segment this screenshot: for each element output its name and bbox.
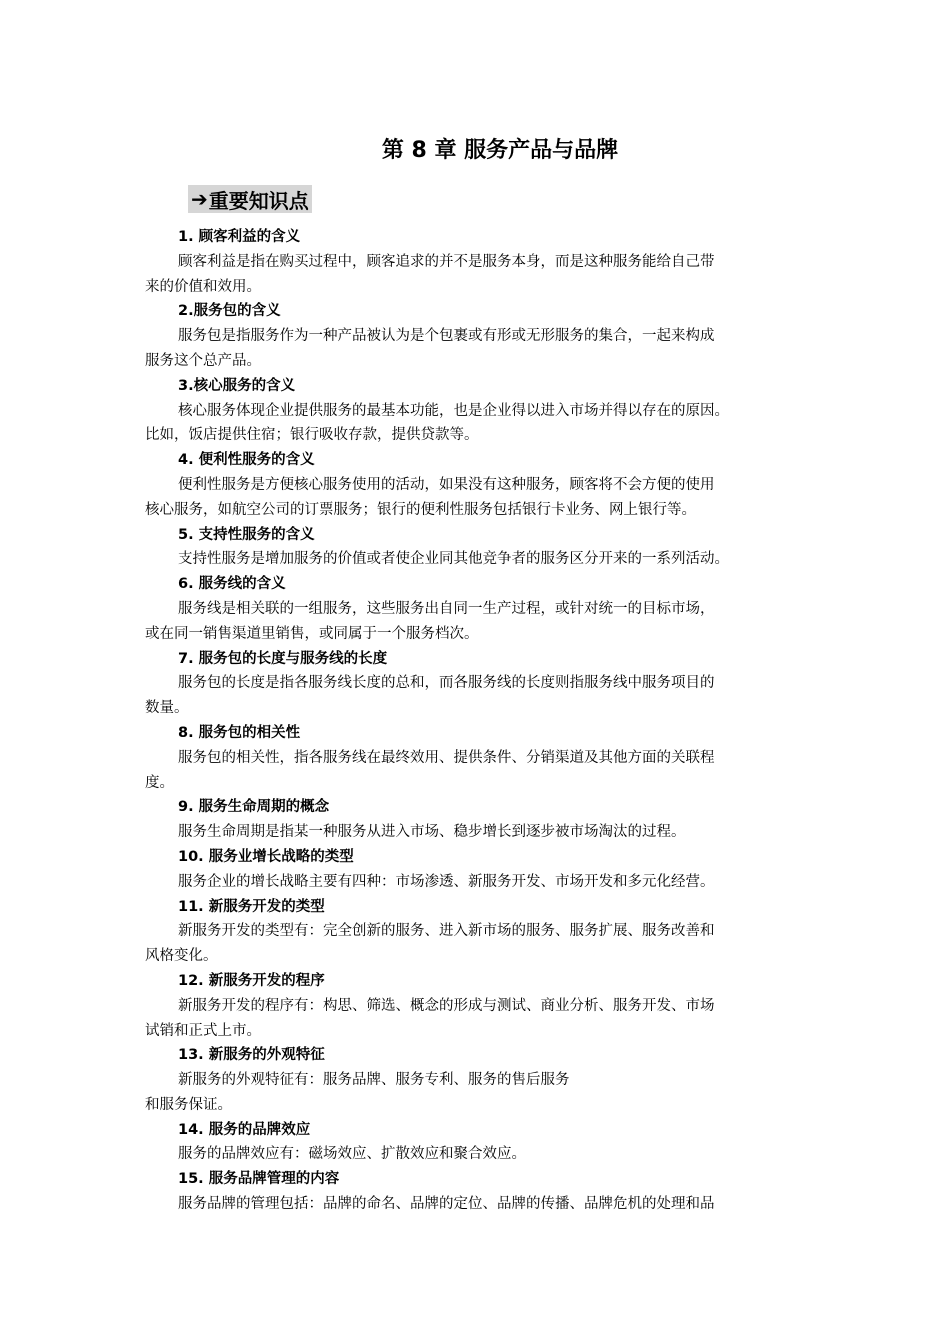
knowledge-point: [145, 374, 810, 448]
text-line: 试销和正式上市。: [145, 1022, 261, 1039]
knowledge-point-text: [145, 324, 810, 374]
knowledge-point-text: [145, 994, 810, 1044]
text-line: 核心服务，如航空公司的订票服务；银行的便利性服务包括银行卡业务、网上银行等。: [145, 501, 696, 518]
arrow-right-icon: ➔: [191, 187, 208, 211]
knowledge-point-text: [145, 870, 810, 895]
knowledge-point-heading: 12. 新服务开发的程序: [178, 972, 325, 989]
text-line: 风格变化。: [145, 948, 218, 965]
key-points-header: [188, 185, 312, 213]
knowledge-point-heading: 8. 服务包的相关性: [178, 724, 301, 741]
text-line: 支持性服务是增加服务的价值或者使企业同其他竞争者的服务区分开来的一系列活动。: [178, 551, 729, 568]
text-line: 数量。: [145, 700, 189, 717]
text-line: 新服务开发的类型有：完全创新的服务、进入新市场的服务、服务扩展、服务改善和: [178, 923, 715, 940]
knowledge-point-heading: 14. 服务的品牌效应: [178, 1121, 311, 1138]
knowledge-point-text: [145, 547, 810, 572]
text-line: 和服务保证。: [145, 1096, 232, 1113]
knowledge-point-text: [145, 1142, 810, 1167]
text-line: 便利性服务是方便核心服务使用的活动，如果没有这种服务，顾客将不会方便的使用: [178, 476, 715, 493]
knowledge-point-text: [145, 1068, 810, 1118]
knowledge-point: [145, 895, 810, 969]
knowledge-point: [145, 1167, 810, 1217]
text-line: 核心服务体现企业提供服务的最基本功能，也是企业得以进入市场并得以存在的原因。: [178, 402, 729, 419]
knowledge-point-text: [145, 250, 810, 300]
knowledge-point: [145, 721, 810, 795]
text-line: 新服务开发的程序有：构思、筛选、概念的形成与测试、商业分析、服务开发、市场: [178, 997, 715, 1014]
text-line: 服务包的相关性，指各服务线在最终效用、提供条件、分销渠道及其他方面的关联程: [178, 749, 715, 766]
knowledge-point-text: [145, 820, 810, 845]
text-line: 服务品牌的管理包括：品牌的命名、品牌的定位、品牌的传播、品牌危机的处理和品: [178, 1196, 715, 1213]
text-line: 服务企业的增长战略主要有四种：市场渗透、新服务开发、市场开发和多元化经营。: [178, 873, 715, 890]
knowledge-point: [145, 969, 810, 1043]
knowledge-point-heading: 15. 服务品牌管理的内容: [178, 1171, 340, 1188]
knowledge-point-heading: 5. 支持性服务的含义: [178, 526, 315, 543]
knowledge-point-heading: 1. 顾客利益的含义: [178, 229, 301, 245]
knowledge-point-heading: 13. 新服务的外观特征: [178, 1047, 325, 1064]
text-line: 顾客利益是指在购买过程中，顾客追求的并不是服务本身，而是这种服务能给自己带: [178, 253, 715, 270]
knowledge-point: [145, 523, 810, 573]
text-line: 服务包的长度是指各服务线长度的总和，而各服务线的长度则指服务线中服务项目的: [178, 675, 715, 692]
knowledge-point-text: [145, 399, 810, 449]
text-line: 服务的品牌效应有：磁场效应、扩散效应和聚合效应。: [178, 1146, 526, 1163]
text-line: 度。: [145, 774, 174, 791]
knowledge-point: [145, 1043, 810, 1117]
text-line: 服务包是指服务作为一种产品被认为是个包裹或有形或无形服务的集合，一起来构成: [178, 328, 715, 345]
knowledge-point-text: [145, 919, 810, 969]
knowledge-point-heading: 7. 服务包的长度与服务线的长度: [178, 650, 388, 667]
knowledge-point: [145, 1118, 810, 1168]
page-title: 第 8 章 服务产品与品牌: [381, 138, 619, 163]
knowledge-point-heading: 10. 服务业增长战略的类型: [178, 848, 354, 865]
knowledge-point: [145, 647, 810, 721]
knowledge-point: [145, 225, 810, 299]
text-line: 比如，饭店提供住宿；银行吸收存款，提供贷款等。: [145, 427, 479, 444]
knowledge-point: [145, 845, 810, 895]
knowledge-point-heading: 9. 服务生命周期的概念: [178, 799, 330, 816]
knowledge-point-text: [145, 746, 810, 796]
knowledge-point-text: [145, 597, 810, 647]
knowledge-point-heading: 3.核心服务的含义: [178, 377, 296, 394]
knowledge-point-heading: 2.服务包的含义: [178, 303, 281, 320]
text-line: 来的价值和效用。: [145, 278, 261, 295]
text-line: 新服务的外观特征有：服务品牌、服务专利、服务的售后服务: [178, 1072, 570, 1089]
knowledge-point: [145, 299, 810, 373]
text-line: 或在同一销售渠道里销售，或同属于一个服务档次。: [145, 625, 479, 642]
knowledge-points-list: [145, 225, 810, 1217]
knowledge-point-text: [145, 473, 810, 523]
text-line: 服务生命周期是指某一种服务从进入市场、稳步增长到逐步被市场淘汰的过程。: [178, 824, 686, 841]
knowledge-point: [145, 572, 810, 646]
knowledge-point-heading: 4. 便利性服务的含义: [178, 452, 315, 469]
text-line: 服务这个总产品。: [145, 352, 261, 369]
key-points-label: 重要知识点: [208, 188, 309, 213]
knowledge-point-text: [145, 671, 810, 721]
knowledge-point-heading: 6. 服务线的含义: [178, 576, 286, 593]
knowledge-point: [145, 448, 810, 522]
knowledge-point-heading: 11. 新服务开发的类型: [178, 898, 325, 915]
knowledge-point: [145, 795, 810, 845]
knowledge-point-text: [145, 1192, 810, 1217]
text-line: 服务线是相关联的一组服务，这些服务出自同一生产过程，或针对统一的目标市场，: [178, 600, 715, 617]
